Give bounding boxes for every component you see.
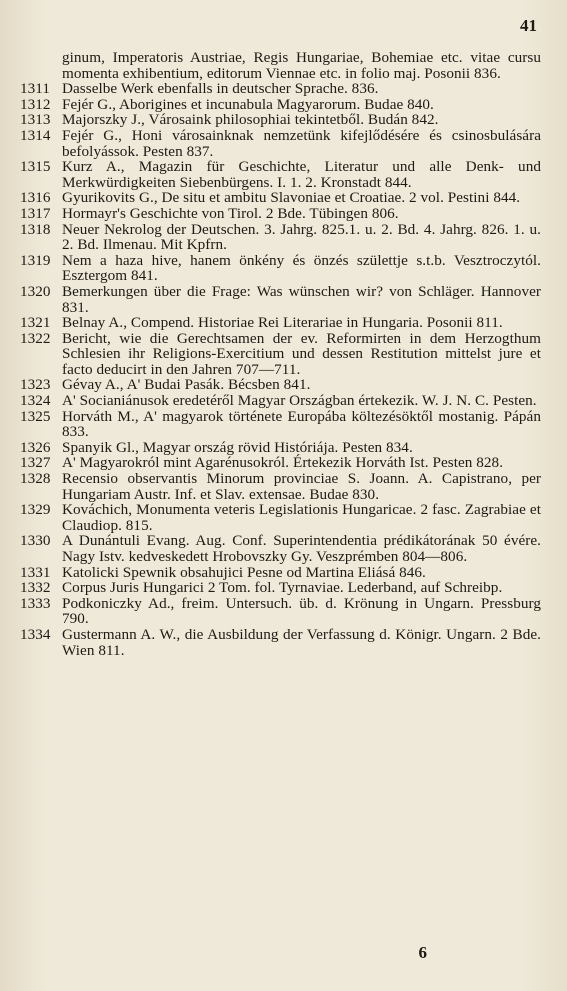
entry-text: Spanyik Gl., Magyar ország rövid Históriája. Pesten 834. xyxy=(62,438,413,456)
entry-number: 1328 xyxy=(20,470,51,488)
entry-text: Neuer Nekrolog der Deutschen. 3. Jahrg. 825.1. u. 2. Bd. 4. Jahrg. 826. 1. u. 2. Bd. Ilmenau. Mit Kpfrn. xyxy=(62,220,541,254)
entry-number: 1311 xyxy=(20,80,51,98)
entry-number: 1325 xyxy=(20,407,51,425)
entry-number: 1324 xyxy=(20,392,51,410)
catalogue-entry xyxy=(20,580,541,596)
catalogue-entry xyxy=(20,97,541,113)
entry-text: Bericht, wie die Gerechtsamen der ev. Reformirten in dem Herzogthum Schlesien ihr Religions-Exercitium und dessen Restitution mittelst jure et facto deducirt in den Jahren 707—711. xyxy=(62,329,541,378)
catalogue-entry xyxy=(20,222,541,253)
entry-number: 1317 xyxy=(20,204,51,222)
entry-text: Gustermann A. W., die Ausbildung der Verfassung d. Königr. Ungarn. 2 Bde. Wien 811. xyxy=(62,625,541,659)
entry-number: 1332 xyxy=(20,579,51,597)
entry-number: 1314 xyxy=(20,126,51,144)
entry-number: 1329 xyxy=(20,501,51,519)
catalogue-entry xyxy=(20,112,541,128)
entry-number: 1330 xyxy=(20,532,51,550)
catalogue-entry xyxy=(20,190,541,206)
entry-text: Podkoniczky Ad., freim. Untersuch. üb. d. Krönung in Ungarn. Pressburg 790. xyxy=(62,594,541,628)
entry-text: ginum, Imperatoris Austriae, Regis Hungariae, Bohemiae etc. vitae cursu momenta exhibentium, editorum Viennae etc. in folio maj. Posonii 836. xyxy=(62,49,541,82)
catalogue-entry xyxy=(20,315,541,331)
catalogue-entry xyxy=(20,596,541,627)
entry-text: Recensio observantis Minorum provinciae S. Joann. A. Capistrano, per Hungariam Austr. Inf. et Slav. extensae. Budae 830. xyxy=(62,470,541,503)
entry-text: Dasselbe Werk ebenfalls in deutscher Sprache. 836. xyxy=(62,80,379,98)
catalogue-entry xyxy=(20,253,541,284)
entry-number: 1333 xyxy=(20,594,51,612)
catalogue-entry xyxy=(20,377,541,393)
catalogue-entry xyxy=(20,455,541,471)
entry-text: A Dunántuli Evang. Aug. Conf. Superintendentia prédikátorának 50 évére. Nagy Istv. kedveskedett Hrobovszky Gy. Veszprémben 804—806. xyxy=(62,532,541,565)
entry-number: 1326 xyxy=(20,438,51,456)
entry-number: 1320 xyxy=(20,282,51,300)
entry-text: Fejér G., Aborigines et incunabula Magyarorum. Budae 840. xyxy=(62,95,434,113)
catalogue-entry xyxy=(20,565,541,581)
catalogue-entry xyxy=(20,81,541,97)
signature-mark: 6 xyxy=(418,943,427,962)
entry-text: Fejér G., Honi városainknak nemzetünk kifejlődésére és csinosbulására befolyássok. Pesten 837. xyxy=(62,126,541,160)
entry-number: 1323 xyxy=(20,376,51,394)
catalogue-entry xyxy=(20,331,541,378)
entry-number: 1313 xyxy=(20,111,51,129)
entry-text: Gévay A., A' Budai Pasák. Bécsben 841. xyxy=(62,376,311,394)
entry-text: Majorszky J., Városaink philosophiai tekintetből. Budán 842. xyxy=(62,111,439,129)
entry-text: Kováchich, Monumenta veteris Legislationis Hungaricae. 2 fasc. Zagrabiae et Claudiop. 815. xyxy=(62,501,541,534)
catalogue-entry xyxy=(20,393,541,409)
entry-number: 1319 xyxy=(20,251,51,269)
catalogue-entry xyxy=(20,533,541,564)
entry-number: 1318 xyxy=(20,220,51,238)
entry-text: A' Magyarokról mint Agarénusokról. Értekezik Horváth Ist. Pesten 828. xyxy=(62,454,504,472)
entry-text: Horváth M., A' magyarok története Europába költezésöktől mostanig. Pápán 833. xyxy=(62,407,541,441)
entry-text: Belnay A., Compend. Historiae Rei Literariae in Hungaria. Posonii 811. xyxy=(62,314,503,332)
entry-number: 1316 xyxy=(20,189,51,207)
entry-number: 1322 xyxy=(20,329,51,347)
entry-number: 1321 xyxy=(20,314,51,332)
entry-text: Corpus Juris Hungarici 2 Tom. fol. Tyrnaviae. Lederband, auf Schreibp. xyxy=(62,579,503,597)
catalogue-entry xyxy=(20,50,541,81)
catalogue-entry xyxy=(20,128,541,159)
entry-number: 1327 xyxy=(20,454,51,472)
catalogue-entry xyxy=(20,159,541,190)
entry-number: 1334 xyxy=(20,625,51,643)
catalogue-entry xyxy=(20,409,541,440)
entry-text: Hormayr's Geschichte von Tirol. 2 Bde. Tübingen 806. xyxy=(62,204,399,222)
entry-text: Bemerkungen über die Frage: Was wünschen wir? von Schläger. Hannover 831. xyxy=(62,282,541,316)
catalogue-entry xyxy=(20,206,541,222)
entry-text: Nem a haza hive, hanem önkény és önzés születtje s.t.b. Vesztroczytól. Esztergom 841. xyxy=(62,251,541,285)
entry-text: Kurz A., Magazin für Geschichte, Literatur und alle Denk- und Merkwürdigkeiten Siebenbürgens. I. 1. 2. Kronstadt 844. xyxy=(62,158,541,191)
catalogue-entry xyxy=(20,502,541,533)
entry-number: 1315 xyxy=(20,158,51,176)
entry-text: A' Socianiánusok eredetéről Magyar Országban értekezik. W. J. N. C. Pesten. xyxy=(62,392,537,410)
catalogue-entry xyxy=(20,284,541,315)
catalogue-entry xyxy=(20,471,541,502)
entry-number: 1312 xyxy=(20,95,51,113)
page-number: 41 xyxy=(520,16,537,35)
catalogue-entries xyxy=(20,50,541,658)
entry-text: Gyurikovits G., De situ et ambitu Slavoniae et Croatiae. 2 vol. Pestini 844. xyxy=(62,189,521,207)
catalogue-entry xyxy=(20,627,541,658)
entry-number: 1331 xyxy=(20,563,51,581)
entry-text: Katolicki Spewnik obsahujici Pesne od Martina Eliásá 846. xyxy=(62,563,426,581)
catalogue-entry xyxy=(20,440,541,456)
